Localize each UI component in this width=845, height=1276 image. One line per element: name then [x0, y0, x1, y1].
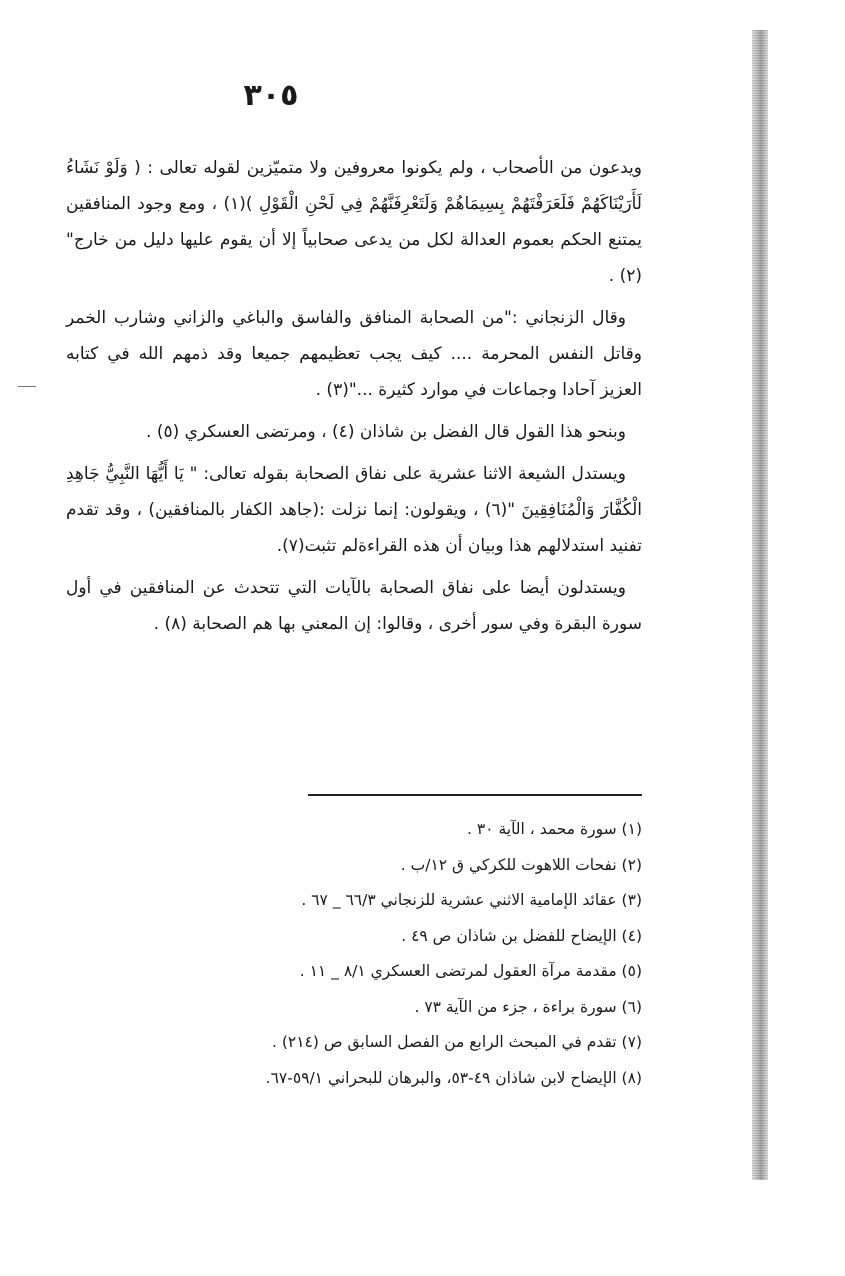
footnote-3: (٣) عقائد الإمامية الاثني عشرية للزنجاني ٦٦/٣ _ ٦٧ .	[301, 891, 642, 909]
footnote-2: (٢) نفحات اللاهوت للكركي ق ١٢/ب .	[400, 855, 642, 874]
scan-edge-shadow	[752, 30, 768, 1180]
margin-speck	[18, 386, 36, 387]
paragraph-3: وبنحو هذا القول قال الفضل بن شاذان (٤) ، ومرتضى العسكري (٥) .	[146, 422, 626, 442]
paragraph-1: ويدعون من الأصحاب ، ولم يكونوا معروفين ولا متميّزين لقوله تعالى : ( وَلَوْ نَشَاءُ لَأَرَيْنَاكَهُمْ فَلَعَرَفْتَهُمْ بِسِيمَاهُمْ وَلَتَعْرِفَنَّهُمْ فِي لَحْنِ الْقَوْلِ )(١) ، ومع وجود المنافقين يمتنع الحكم بعموم العدالة لكل من يدعى صحابياً إلا أن يقوم عليها دليل من خارج"(٢) .	[66, 158, 642, 286]
page-number: ٣٠٥	[243, 78, 299, 113]
paragraph-4: ويستدل الشيعة الاثنا عشرية على نفاق الصحابة بقوله تعالى: " يَا أَيُّهَا النَّبِيُّ جَاهِدِ الْكُفَّارَ وَالْمُنَافِقِينَ "(٦) ، ويقولون: إنما نزلت :(جاهد الكفار بالمنافقين) ، وقد تقدم تفنيد استدلالهم هذا وبيان أن هذه القراءةلم تثبت(٧).	[66, 464, 643, 556]
paragraph-5: ويستدلون أيضا على نفاق الصحابة بالآيات التي تتحدث عن المنافقين في أول سورة البقرة وفي سور أخرى ، وقالوا: إن المعني بها هم الصحابة (٨) .	[66, 578, 642, 634]
footnote-1: (١) سورة محمد ، الآية ٣٠ .	[467, 820, 642, 838]
body-text	[66, 150, 642, 648]
footnote-4: (٤) الإيضاح للفضل بن شاذان ص ٤٩ .	[401, 926, 642, 945]
footnote-5: (٥) مقدمة مرآة العقول لمرتضى العسكري ٨/١ _ ١١ .	[299, 962, 642, 980]
footnote-7: (٧) تقدم في المبحث الرابع من الفصل السابق ص (٢١٤) .	[272, 1033, 642, 1051]
footnote-6: (٦) سورة براءة ، جزء من الآية ٧٣ .	[414, 997, 642, 1016]
footnotes	[66, 812, 642, 1096]
paragraph-2: وقال الزنجاني :"من الصحابة المنافق والفاسق والباغي والزاني وشارب الخمر وقاتل النفس المحرمة .... كيف يجب تعظيمهم جميعا وقد ذمهم الله في كتابه العزيز آحادا وجماعات في موارد كثيرة ..."(٣) .	[66, 308, 642, 400]
footnote-separator	[308, 794, 642, 796]
footnote-8: (٨) الإيضاح لابن شاذان ٤٩-٥٣، والبرهان للبحراني ٥٩/١-٦٧.	[265, 1068, 642, 1087]
